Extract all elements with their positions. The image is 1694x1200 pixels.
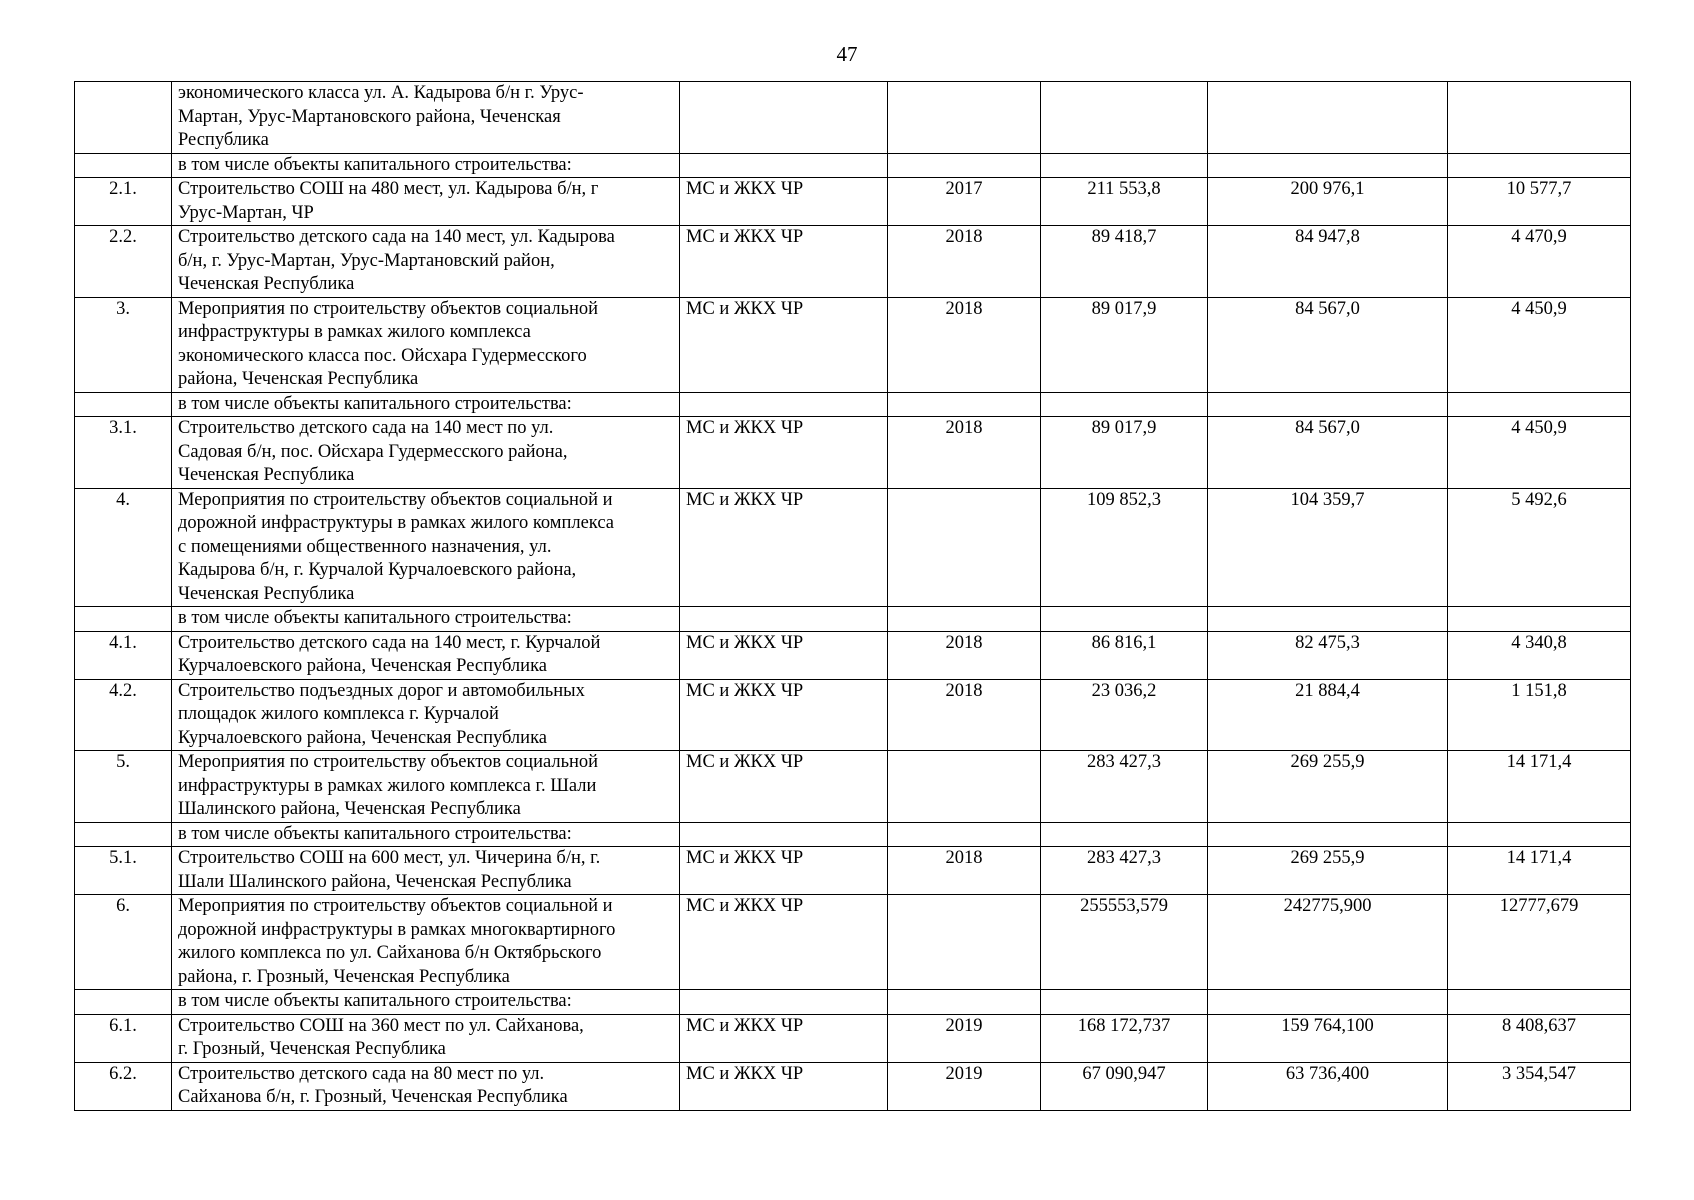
activity-name-cell: Мероприятия по строительству объектов социальной и дорожной инфраструктуры в рамках многоквартирного жилого комплекса по ул. Сайханова б/н Октябрьского района, г. Грозный, Чеченская Республика [172,895,680,990]
activity-name-cell: в том числе объекты капитального строительства: [172,607,680,632]
executor-cell: МС и ЖКХ ЧР [680,226,888,298]
row-number-cell: 4. [75,488,172,607]
table-row [75,895,1631,990]
regional-amount-cell: 4 450,9 [1448,297,1631,392]
total-amount-cell: 168 172,737 [1041,1014,1208,1062]
activity-name-cell: Строительство СОШ на 480 мест, ул. Кадырова б/н, г Урус-Мартан, ЧР [172,178,680,226]
activity-name-cell: Строительство детского сада на 140 мест по ул. Садовая б/н, пос. Ойсхара Гудермесского района, Чеченская Республика [172,417,680,489]
table-row [75,153,1631,178]
federal-amount-cell [1208,153,1448,178]
federal-amount-cell: 63 736,400 [1208,1062,1448,1110]
total-amount-cell: 89 418,7 [1041,226,1208,298]
activity-name-cell: в том числе объекты капитального строительства: [172,392,680,417]
total-amount-cell [1041,607,1208,632]
regional-amount-cell [1448,82,1631,154]
year-cell [888,607,1041,632]
row-number-cell [75,822,172,847]
executor-cell: МС и ЖКХ ЧР [680,297,888,392]
year-cell: 2018 [888,679,1041,751]
row-number-cell: 3. [75,297,172,392]
total-amount-cell: 67 090,947 [1041,1062,1208,1110]
executor-cell [680,607,888,632]
program-table [74,81,1631,1111]
row-number-cell: 2.2. [75,226,172,298]
total-amount-cell: 86 816,1 [1041,631,1208,679]
table-row [75,822,1631,847]
federal-amount-cell [1208,607,1448,632]
row-number-cell: 6. [75,895,172,990]
row-number-cell [75,153,172,178]
year-cell: 2018 [888,417,1041,489]
total-amount-cell: 283 427,3 [1041,847,1208,895]
activity-name-cell: Строительство СОШ на 360 мест по ул. Сайханова, г. Грозный, Чеченская Республика [172,1014,680,1062]
total-amount-cell: 89 017,9 [1041,297,1208,392]
table-row [75,488,1631,607]
activity-name-cell: в том числе объекты капитального строительства: [172,990,680,1015]
regional-amount-cell [1448,822,1631,847]
table-row [75,990,1631,1015]
row-number-cell: 3.1. [75,417,172,489]
table-body [75,82,1631,1111]
regional-amount-cell: 14 171,4 [1448,847,1631,895]
year-cell: 2018 [888,226,1041,298]
year-cell: 2018 [888,297,1041,392]
total-amount-cell: 23 036,2 [1041,679,1208,751]
table-row [75,392,1631,417]
activity-name-cell: Строительство СОШ на 600 мест, ул. Чичерина б/н, г. Шали Шалинского района, Чеченская Республика [172,847,680,895]
regional-amount-cell: 4 470,9 [1448,226,1631,298]
federal-amount-cell: 269 255,9 [1208,847,1448,895]
activity-name-cell: Строительство подъездных дорог и автомобильных площадок жилого комплекса г. Курчалой Курчалоевского района, Чеченская Республика [172,679,680,751]
table-row [75,679,1631,751]
total-amount-cell: 211 553,8 [1041,178,1208,226]
activity-name-cell: Строительство детского сада на 80 мест по ул. Сайханова б/н, г. Грозный, Чеченская Республика [172,1062,680,1110]
regional-amount-cell: 8 408,637 [1448,1014,1631,1062]
row-number-cell [75,990,172,1015]
table-row [75,417,1631,489]
regional-amount-cell: 5 492,6 [1448,488,1631,607]
federal-amount-cell: 84 567,0 [1208,417,1448,489]
activity-name-cell: в том числе объекты капитального строительства: [172,822,680,847]
year-cell: 2018 [888,631,1041,679]
row-number-cell [75,392,172,417]
federal-amount-cell: 200 976,1 [1208,178,1448,226]
year-cell: 2017 [888,178,1041,226]
regional-amount-cell: 10 577,7 [1448,178,1631,226]
federal-amount-cell: 84 947,8 [1208,226,1448,298]
year-cell [888,392,1041,417]
regional-amount-cell [1448,990,1631,1015]
federal-amount-cell: 82 475,3 [1208,631,1448,679]
table-row [75,82,1631,154]
table-row [75,297,1631,392]
executor-cell: МС и ЖКХ ЧР [680,1014,888,1062]
regional-amount-cell: 1 151,8 [1448,679,1631,751]
federal-amount-cell: 104 359,7 [1208,488,1448,607]
executor-cell: МС и ЖКХ ЧР [680,488,888,607]
row-number-cell: 5.1. [75,847,172,895]
executor-cell: МС и ЖКХ ЧР [680,1062,888,1110]
federal-amount-cell [1208,822,1448,847]
regional-amount-cell: 12777,679 [1448,895,1631,990]
year-cell: 2019 [888,1014,1041,1062]
executor-cell [680,822,888,847]
year-cell [888,153,1041,178]
row-number-cell [75,607,172,632]
year-cell [888,751,1041,823]
executor-cell: МС и ЖКХ ЧР [680,631,888,679]
executor-cell [680,153,888,178]
table-row [75,751,1631,823]
year-cell [888,895,1041,990]
row-number-cell: 4.2. [75,679,172,751]
row-number-cell: 4.1. [75,631,172,679]
regional-amount-cell: 4 450,9 [1448,417,1631,489]
activity-name-cell: Мероприятия по строительству объектов социальной инфраструктуры в рамках жилого комплекса экономического класса пос. Ойсхара Гудермесского района, Чеченская Республика [172,297,680,392]
total-amount-cell [1041,990,1208,1015]
federal-amount-cell: 84 567,0 [1208,297,1448,392]
total-amount-cell [1041,153,1208,178]
executor-cell: МС и ЖКХ ЧР [680,895,888,990]
activity-name-cell: Строительство детского сада на 140 мест, г. Курчалой Курчалоевского района, Чеченская Республика [172,631,680,679]
executor-cell: МС и ЖКХ ЧР [680,178,888,226]
regional-amount-cell [1448,392,1631,417]
regional-amount-cell [1448,153,1631,178]
executor-cell [680,392,888,417]
year-cell [888,990,1041,1015]
total-amount-cell [1041,392,1208,417]
year-cell: 2019 [888,1062,1041,1110]
table-row [75,226,1631,298]
federal-amount-cell: 242775,900 [1208,895,1448,990]
page-number: 47 [836,42,858,66]
total-amount-cell: 89 017,9 [1041,417,1208,489]
year-cell [888,488,1041,607]
federal-amount-cell [1208,82,1448,154]
activity-name-cell: Мероприятия по строительству объектов социальной и дорожной инфраструктуры в рамках жилого комплекса с помещениями общественного назначения, ул. Кадырова б/н, г. Курчалой Курчалоевского района, Чеченская Республика [172,488,680,607]
federal-amount-cell [1208,990,1448,1015]
row-number-cell: 2.1. [75,178,172,226]
year-cell [888,82,1041,154]
total-amount-cell: 255553,579 [1041,895,1208,990]
regional-amount-cell: 3 354,547 [1448,1062,1631,1110]
regional-amount-cell: 4 340,8 [1448,631,1631,679]
regional-amount-cell: 14 171,4 [1448,751,1631,823]
row-number-cell: 6.1. [75,1014,172,1062]
row-number-cell: 5. [75,751,172,823]
executor-cell: МС и ЖКХ ЧР [680,751,888,823]
executor-cell [680,990,888,1015]
table-row [75,847,1631,895]
table-row [75,178,1631,226]
executor-cell: МС и ЖКХ ЧР [680,679,888,751]
total-amount-cell [1041,822,1208,847]
federal-amount-cell: 159 764,100 [1208,1014,1448,1062]
total-amount-cell: 109 852,3 [1041,488,1208,607]
activity-name-cell: Строительство детского сада на 140 мест, ул. Кадырова б/н, г. Урус-Мартан, Урус-Мартановский район, Чеченская Республика [172,226,680,298]
year-cell: 2018 [888,847,1041,895]
total-amount-cell: 283 427,3 [1041,751,1208,823]
executor-cell: МС и ЖКХ ЧР [680,847,888,895]
table-row [75,1062,1631,1110]
federal-amount-cell [1208,392,1448,417]
regional-amount-cell [1448,607,1631,632]
total-amount-cell [1041,82,1208,154]
row-number-cell [75,82,172,154]
activity-name-cell: в том числе объекты капитального строительства: [172,153,680,178]
table-row [75,1014,1631,1062]
activity-name-cell: экономического класса ул. А. Кадырова б/н г. Урус- Мартан, Урус-Мартановского района, Чеченская Республика [172,82,680,154]
year-cell [888,822,1041,847]
table-row [75,607,1631,632]
table-row [75,631,1631,679]
row-number-cell: 6.2. [75,1062,172,1110]
executor-cell: МС и ЖКХ ЧР [680,417,888,489]
federal-amount-cell: 269 255,9 [1208,751,1448,823]
executor-cell [680,82,888,154]
federal-amount-cell: 21 884,4 [1208,679,1448,751]
activity-name-cell: Мероприятия по строительству объектов социальной инфраструктуры в рамках жилого комплекса г. Шали Шалинского района, Чеченская Республика [172,751,680,823]
